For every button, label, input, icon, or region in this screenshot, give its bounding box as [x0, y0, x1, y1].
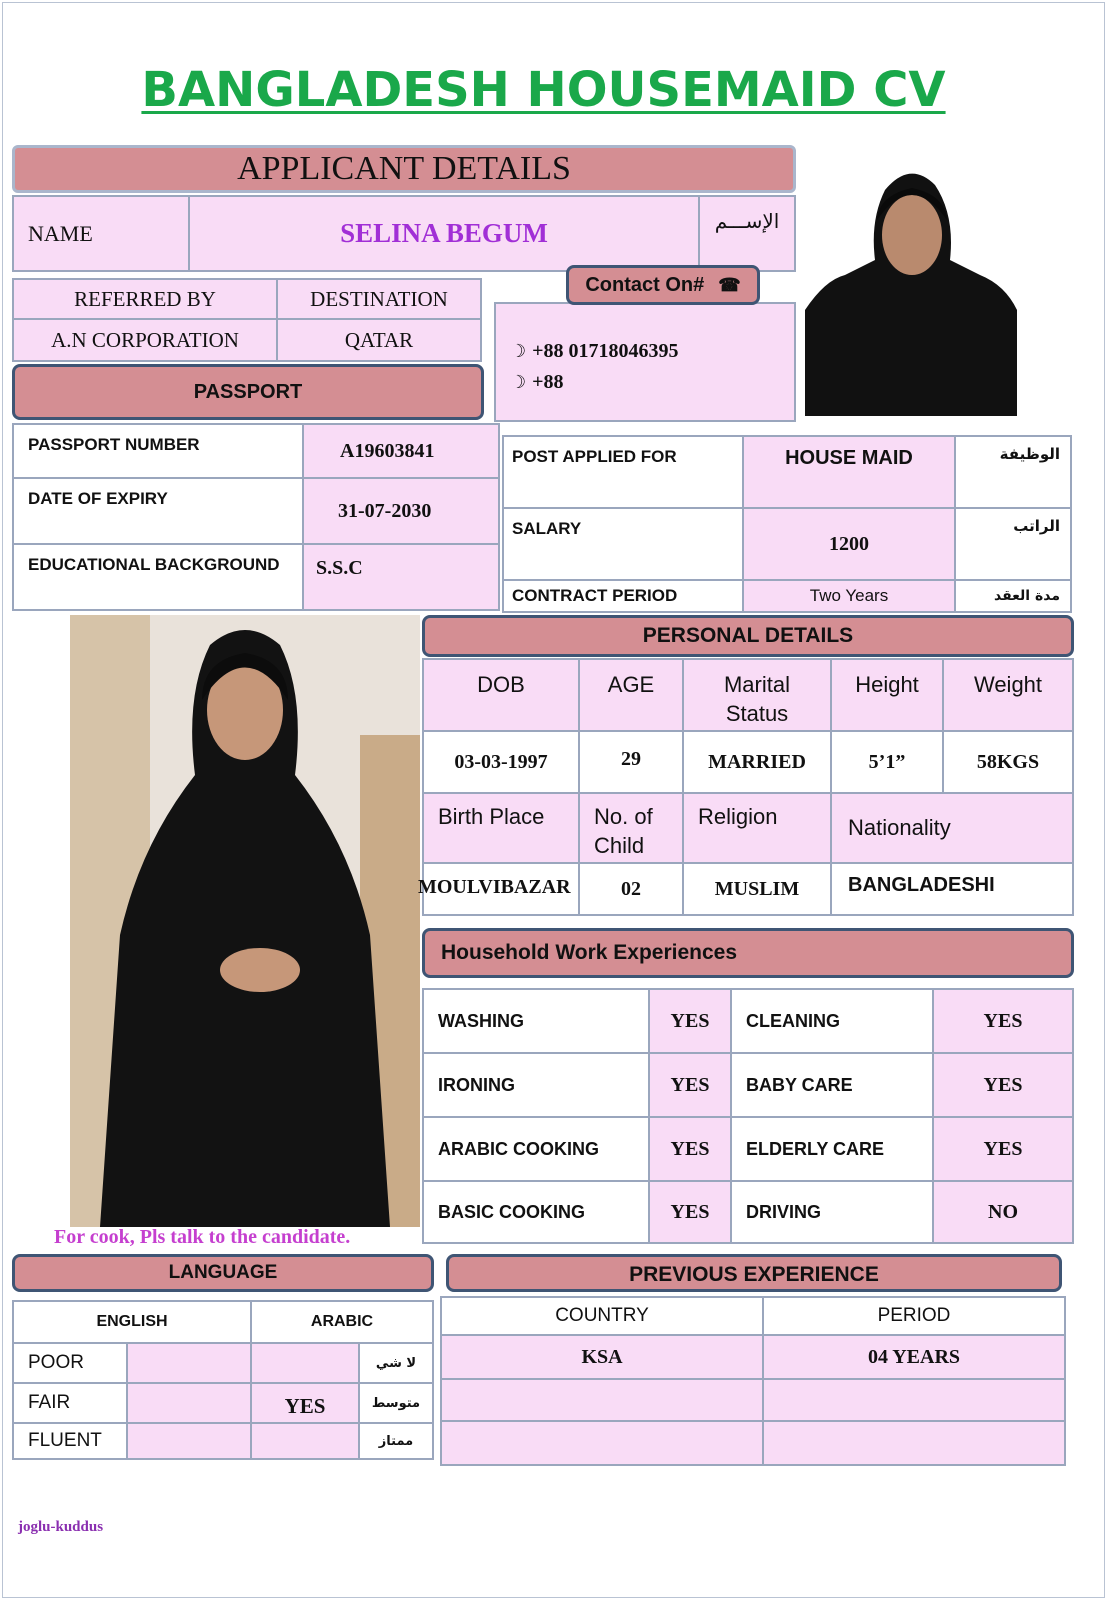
personal-details-header — [422, 615, 1074, 657]
household-task-label: ARABIC COOKING — [438, 1138, 599, 1159]
period-column-label: PERIOD — [877, 1305, 951, 1326]
household-right-label-cell — [730, 1052, 934, 1118]
salary-label-cell — [502, 507, 744, 581]
post-label-cell — [502, 435, 744, 509]
household-left-label-cell — [422, 1180, 650, 1244]
applicant-name: SELINA BEGUM — [340, 218, 548, 248]
household-left-value-cell — [648, 1116, 732, 1182]
religion-label-cell — [682, 792, 832, 864]
name-label-cell — [12, 195, 190, 272]
country-column-label: COUNTRY — [555, 1305, 649, 1326]
height-label: Height — [855, 672, 919, 697]
household-task-value: NO — [988, 1200, 1018, 1223]
referred-by-label-cell — [12, 278, 278, 320]
contract-arabic-label: مدة العقد — [993, 588, 1060, 604]
previous-country-value: KSA — [581, 1346, 623, 1368]
weight-value-cell — [942, 730, 1074, 794]
phone-number-2: +88 — [532, 371, 564, 393]
marital-label-cell — [682, 658, 832, 732]
destination-value-cell — [276, 318, 482, 362]
religion-label: Religion — [698, 804, 778, 829]
household-right-label-cell — [730, 1180, 934, 1244]
household-left-value-cell — [648, 988, 732, 1054]
arabic-level-value: YES — [284, 1393, 326, 1418]
contract-arabic-cell — [954, 579, 1072, 613]
household-left-value-cell — [648, 1052, 732, 1118]
contract-label: CONTRACT PERIOD — [512, 586, 678, 605]
language-arabic-header-cell — [250, 1300, 434, 1344]
height-value: 5’1” — [868, 750, 906, 773]
household-task-value: YES — [670, 1137, 710, 1160]
expiry-value-cell — [302, 477, 500, 545]
household-right-label-cell — [730, 1116, 934, 1182]
dob-label: DOB — [477, 672, 525, 697]
household-header-text: Household Work Experiences — [441, 941, 738, 964]
education-value: S.S.C — [316, 557, 363, 579]
footer-credit — [18, 1518, 103, 1536]
household-task-label: WASHING — [438, 1010, 525, 1031]
household-task-label: BASIC COOKING — [438, 1201, 586, 1222]
religion-value-cell — [682, 862, 832, 916]
household-left-value-cell — [648, 1180, 732, 1244]
contact-box — [494, 302, 796, 422]
language-header-text: LANGUAGE — [168, 1262, 278, 1283]
expiry-label: DATE OF EXPIRY — [28, 489, 168, 508]
salary-value: 1200 — [829, 532, 869, 555]
height-value-cell — [830, 730, 944, 794]
contract-value-cell — [742, 579, 956, 613]
arabic-level-cell — [250, 1342, 360, 1384]
marital-value: MARRIED — [708, 750, 806, 773]
destination-label-cell — [276, 278, 482, 320]
page-title — [0, 62, 1087, 118]
destination-value: QATAR — [344, 327, 414, 352]
education-value-cell — [302, 543, 500, 611]
language-level-label: FLUENT — [28, 1430, 102, 1451]
passport-header — [12, 364, 484, 420]
household-task-value: YES — [670, 1073, 710, 1096]
post-value: HOUSE MAID — [785, 447, 913, 469]
post-value-cell — [742, 435, 956, 509]
referred-by-value-cell — [12, 318, 278, 362]
telephone-icon: ☎ — [718, 274, 741, 295]
language-english-header-cell — [12, 1300, 252, 1344]
language-level-arabic-label: لا شي — [375, 1355, 417, 1371]
previous-period-value: 04 YEARS — [867, 1346, 961, 1368]
passport-number-label-cell — [12, 423, 304, 479]
english-column-label: ENGLISH — [96, 1313, 168, 1330]
previous-country-cell — [440, 1334, 764, 1380]
previous-experience-header-text: PREVIOUS EXPERIENCE — [629, 1263, 879, 1286]
household-task-label: ELDERLY CARE — [746, 1138, 885, 1159]
cook-note-text: For cook, Pls talk to the candidate. — [54, 1226, 351, 1248]
standing-figure-icon — [70, 615, 420, 1227]
nationality-value: BANGLADESHI — [848, 874, 995, 896]
name-arabic-label: الإســـم — [714, 209, 780, 233]
previous-country-cell — [440, 1378, 764, 1422]
passport-photo — [805, 160, 1017, 416]
passport-number-value-cell — [302, 423, 500, 479]
arabic-column-label: ARABIC — [310, 1313, 374, 1330]
phone-number-1: +88 01718046395 — [532, 340, 679, 362]
language-level-label: FAIR — [28, 1392, 71, 1413]
expiry-value: 31-07-2030 — [338, 499, 432, 522]
age-label-cell — [578, 658, 684, 732]
weight-label-cell — [942, 658, 1074, 732]
name-label: NAME — [28, 220, 93, 246]
marital-value-cell — [682, 730, 832, 794]
cook-note — [54, 1226, 350, 1249]
nationality-label-cell — [830, 792, 1074, 864]
household-task-value: YES — [983, 1073, 1023, 1096]
household-task-label: BABY CARE — [746, 1074, 853, 1095]
household-task-value: YES — [983, 1137, 1023, 1160]
age-value: 29 — [621, 748, 641, 770]
referred-by-value: A.N CORPORATION — [51, 327, 239, 352]
children-label: No. of Child — [594, 804, 653, 858]
household-left-label-cell — [422, 988, 650, 1054]
household-right-value-cell — [932, 1116, 1074, 1182]
english-level-cell — [126, 1342, 252, 1384]
language-level-arabic-label-cell — [358, 1382, 434, 1424]
education-label-cell — [12, 543, 304, 611]
language-level-arabic-label-cell — [358, 1342, 434, 1384]
destination-label: DESTINATION — [310, 286, 448, 311]
birthplace-value: MOULVIBAZAR — [418, 876, 571, 898]
name-arabic-cell — [698, 195, 796, 272]
nationality-value-cell — [830, 862, 1074, 916]
height-label-cell — [830, 658, 944, 732]
language-level-label: POOR — [28, 1352, 84, 1373]
household-right-value-cell — [932, 1180, 1074, 1244]
post-arabic-label: الوظيفة — [999, 445, 1060, 463]
passport-number-label: PASSPORT NUMBER — [28, 435, 200, 454]
previous-period-cell — [762, 1420, 1066, 1466]
nationality-label: Nationality — [848, 815, 951, 840]
language-level-label-cell — [12, 1342, 128, 1384]
language-level-arabic-label-cell — [358, 1422, 434, 1460]
marital-label: Marital Status — [723, 672, 790, 726]
language-level-label-cell — [12, 1422, 128, 1460]
referred-by-label: REFERRED BY — [74, 286, 216, 311]
english-level-cell — [126, 1382, 252, 1424]
full-body-photo — [70, 615, 420, 1227]
household-left-label-cell — [422, 1052, 650, 1118]
salary-arabic-label: الراتب — [1013, 517, 1060, 535]
children-label-cell — [578, 792, 684, 864]
salary-label: SALARY — [512, 519, 582, 538]
applicant-details-header-text: APPLICANT DETAILS — [237, 150, 571, 187]
language-level-label-cell — [12, 1382, 128, 1424]
contract-value: Two Years — [809, 586, 889, 605]
applicant-details-header — [12, 145, 796, 193]
previous-experience-header — [446, 1254, 1062, 1292]
footer-credit-text: joglu-kuddus — [18, 1519, 104, 1535]
age-value-cell — [578, 730, 684, 794]
language-header — [12, 1254, 434, 1292]
contact-header-text: Contact On# — [585, 273, 705, 296]
personal-details-header-text: PERSONAL DETAILS — [642, 624, 854, 647]
religion-value: MUSLIM — [714, 877, 800, 900]
household-task-label: CLEANING — [746, 1010, 840, 1031]
dob-value: 03-03-1997 — [454, 750, 548, 773]
household-header — [422, 928, 1074, 978]
household-right-value-cell — [932, 1052, 1074, 1118]
page-title-text: BANGLADESH HOUSEMAID CV — [141, 62, 946, 118]
household-right-value-cell — [932, 988, 1074, 1054]
portrait-figure-icon — [805, 160, 1017, 416]
children-value: 02 — [621, 877, 641, 900]
previous-period-cell — [762, 1378, 1066, 1422]
birthplace-label-cell — [422, 792, 580, 864]
arabic-level-cell — [250, 1382, 360, 1424]
household-task-value: YES — [670, 1200, 710, 1223]
dob-value-cell — [422, 730, 580, 794]
household-task-value: YES — [983, 1009, 1023, 1032]
previous-period-header-cell — [762, 1296, 1066, 1336]
post-arabic-cell — [954, 435, 1072, 509]
contact-header — [566, 265, 760, 305]
birthplace-value-cell — [418, 862, 580, 916]
contract-label-cell — [502, 579, 744, 613]
phone-icon: ☽ — [510, 372, 527, 392]
weight-label: Weight — [973, 672, 1043, 697]
previous-country-cell — [440, 1420, 764, 1466]
expiry-label-cell — [12, 477, 304, 545]
household-right-label-cell — [730, 988, 934, 1054]
weight-value: 58KGS — [976, 750, 1040, 773]
passport-number-value: A19603841 — [340, 439, 435, 462]
phone-icon: ☽ — [510, 341, 527, 361]
age-label: AGE — [607, 672, 655, 697]
household-left-label-cell — [422, 1116, 650, 1182]
household-task-label: DRIVING — [746, 1201, 822, 1222]
education-label: EDUCATIONAL BACKGROUND — [28, 555, 280, 574]
salary-arabic-cell — [954, 507, 1072, 581]
household-task-label: IRONING — [438, 1074, 516, 1095]
dob-label-cell — [422, 658, 580, 732]
arabic-level-cell — [250, 1422, 360, 1460]
birthplace-label: Birth Place — [438, 804, 545, 829]
language-level-arabic-label: متوسط — [371, 1395, 421, 1411]
english-level-cell — [126, 1422, 252, 1460]
children-value-cell — [578, 862, 684, 916]
post-label: POST APPLIED FOR — [512, 447, 677, 466]
household-task-value: YES — [670, 1009, 710, 1032]
passport-header-text: PASSPORT — [193, 380, 303, 403]
previous-country-header-cell — [440, 1296, 764, 1336]
previous-period-cell — [762, 1334, 1066, 1380]
language-level-arabic-label: ممتاز — [378, 1433, 414, 1449]
name-value-cell — [188, 195, 700, 272]
salary-value-cell — [742, 507, 956, 581]
